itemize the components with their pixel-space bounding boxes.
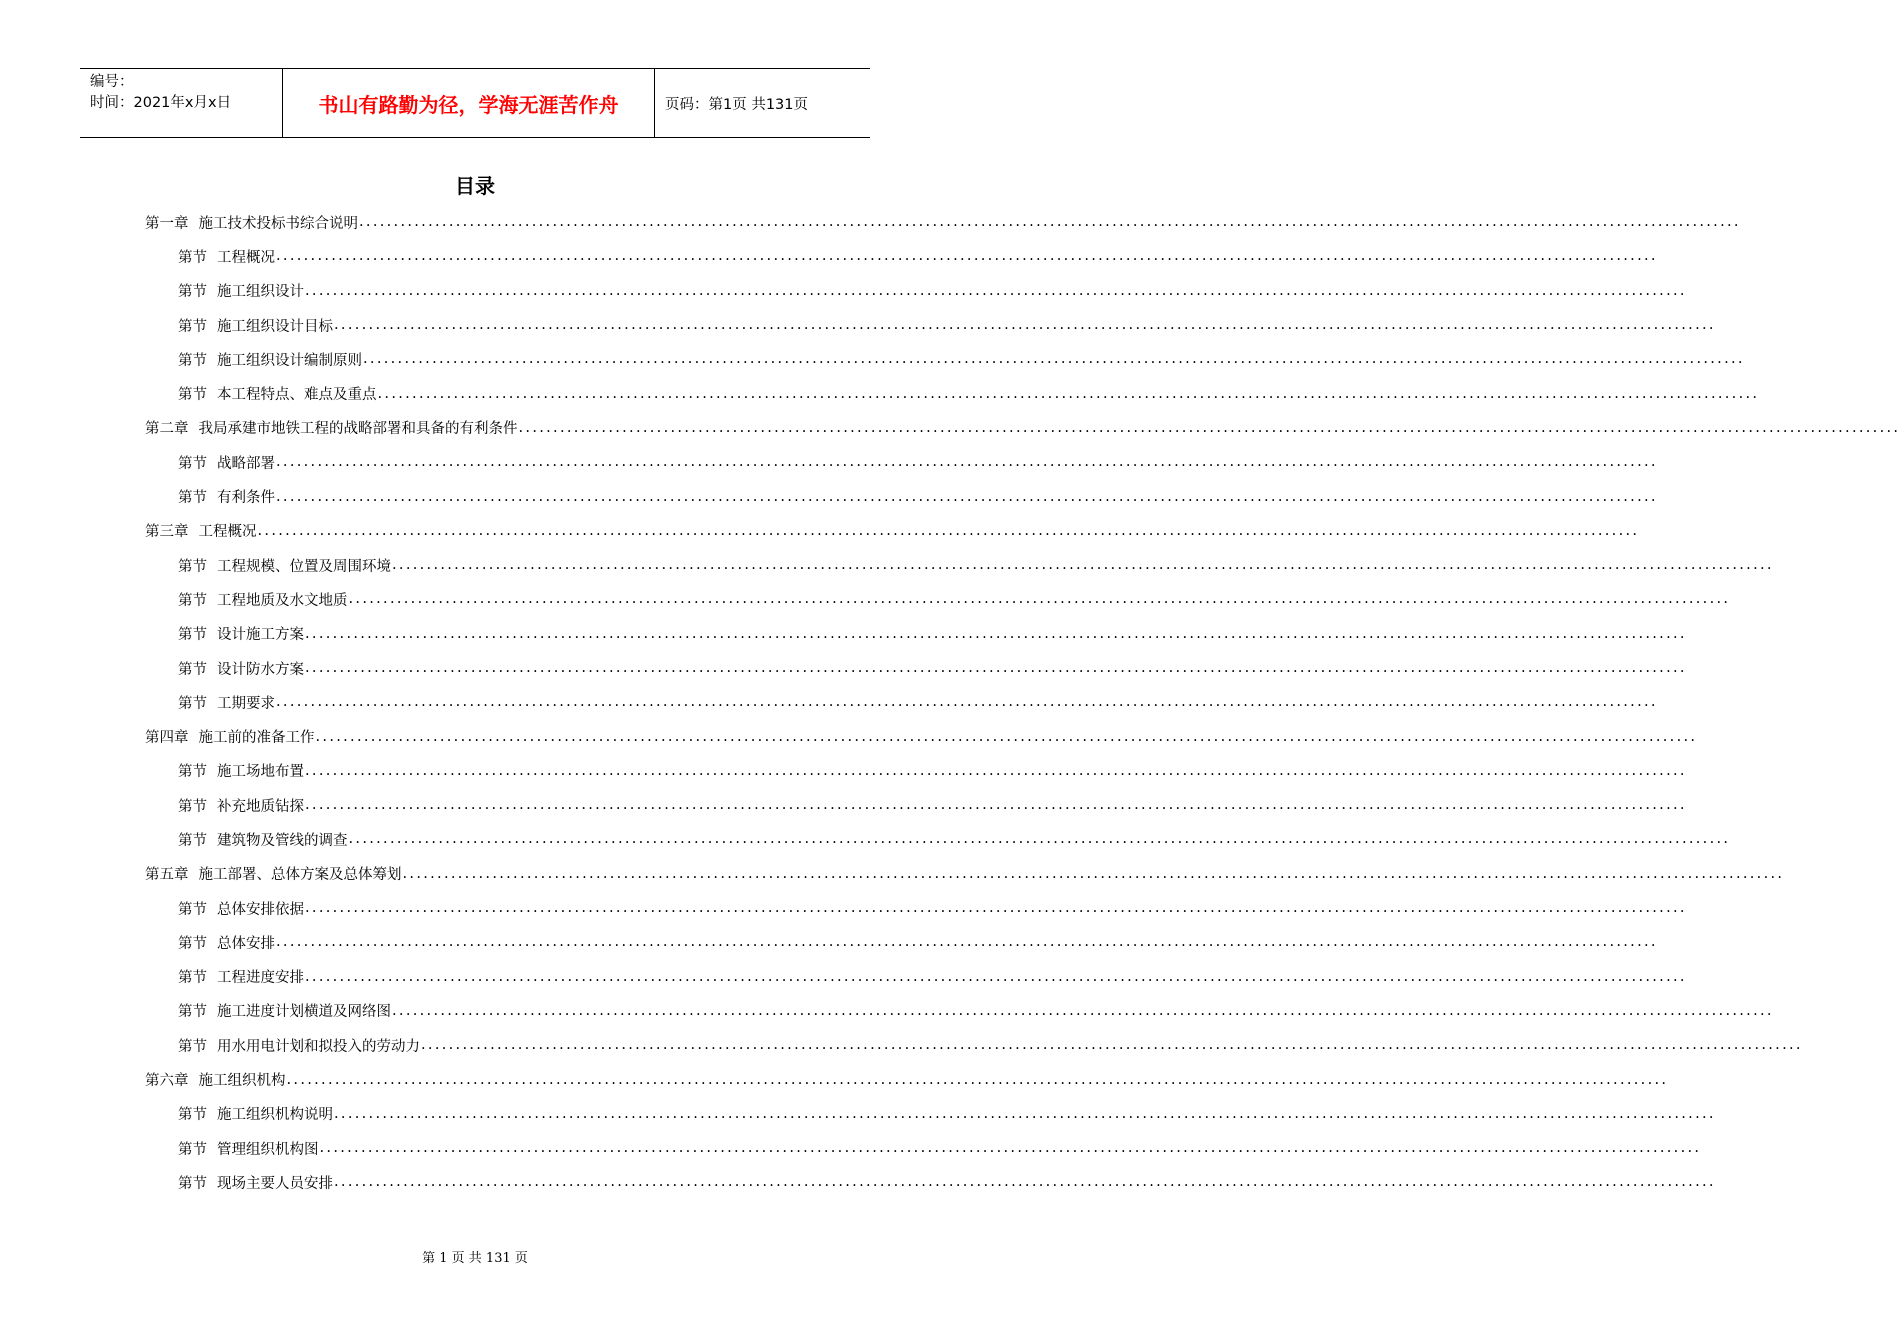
toc-dot-leader: ........................................................................................................................................................................................................ (334, 1174, 1716, 1191)
toc-section-entry[interactable] (145, 788, 1687, 822)
toc-chapter-entry[interactable] (145, 411, 1900, 445)
toc-dot-leader: ........................................................................................................................................................................................................ (305, 762, 1687, 779)
toc-section-entry[interactable] (145, 376, 1760, 410)
toc-dot-leader: ........................................................................................................................................................................................................ (334, 1105, 1716, 1122)
toc-dot-leader: ........................................................................................................................................................................................................ (305, 797, 1687, 814)
toc-entry-title: 现场主要人员安排 (217, 1175, 333, 1192)
toc-entry-title: 施工组织机构说明 (217, 1107, 333, 1124)
toc-dot-leader: ........................................................................................................................................................................................................ (363, 351, 1745, 368)
toc-chapter-entry[interactable] (145, 1062, 1669, 1096)
toc-entry-prefix: 第节 (178, 935, 207, 952)
toc-section-entry[interactable] (145, 308, 1716, 342)
toc-dot-leader: ........................................................................................................................................................................................................ (276, 454, 1658, 471)
toc-entry-prefix: 第节 (178, 695, 207, 712)
toc-section-entry[interactable] (145, 1097, 1716, 1131)
toc-entry-title: 工程概况 (217, 249, 275, 266)
toc-section-entry[interactable] (145, 994, 1774, 1028)
toc-entry-prefix: 第节 (178, 1107, 207, 1124)
toc-dot-leader: ........................................................................................................................................................................................................ (377, 385, 1760, 402)
toc-entry-title: 工程规模、位置及周围环境 (217, 558, 391, 575)
toc-dot-leader: ........................................................................................................................................................................................................ (305, 282, 1687, 299)
toc-dot-leader: ........................................................................................................................................................................................................ (359, 214, 1741, 231)
toc-entry-prefix: 第节 (178, 318, 207, 335)
toc-dot-leader: ........................................................................................................................................................................................................ (276, 488, 1658, 505)
toc-section-entry[interactable] (145, 342, 1745, 376)
toc-entry-title: 施工进度计划横道及网络图 (217, 1004, 391, 1021)
toc-entry-prefix: 第二章 (145, 421, 189, 438)
document-time-label: 时间：2021年x月x日 (90, 95, 232, 111)
header-motto: 书山有路勤为径，学海无涯苦作舟 (283, 69, 655, 137)
toc-section-entry[interactable] (145, 1165, 1716, 1199)
toc-entry-title: 设计防水方案 (217, 661, 304, 678)
toc-entry-prefix: 第一章 (145, 215, 189, 232)
toc-entry-title: 我局承建市地铁工程的战略部署和具备的有利条件 (198, 421, 518, 438)
toc-section-entry[interactable] (145, 479, 1658, 513)
toc-dot-leader: ........................................................................................................................................................................................................ (392, 1002, 1774, 1019)
toc-chapter-entry[interactable] (145, 719, 1698, 753)
toc-section-entry[interactable] (145, 445, 1658, 479)
toc-entry-prefix: 第节 (178, 901, 207, 918)
toc-chapter-entry[interactable] (145, 857, 1785, 891)
toc-dot-leader: ........................................................................................................................................................................................................ (421, 1037, 1803, 1054)
toc-dot-leader: ........................................................................................................................................................................................................ (518, 419, 1900, 436)
toc-entry-title: 施工部署、总体方案及总体筹划 (198, 867, 402, 884)
toc-entry-title: 战略部署 (217, 455, 275, 472)
toc-entry-title: 施工技术投标书综合说明 (198, 215, 358, 232)
toc-entry-title: 施工组织设计 (217, 284, 304, 301)
toc-entry-prefix: 第节 (178, 1141, 207, 1158)
toc-entry-prefix: 第节 (178, 558, 207, 575)
toc-entry-title: 本工程特点、难点及重点 (217, 387, 377, 404)
toc-dot-leader: ........................................................................................................................................................................................................ (402, 865, 1785, 882)
toc-entry-title: 工程概况 (198, 524, 257, 541)
toc-entry-prefix: 第节 (178, 1038, 207, 1055)
toc-entry-title: 工程地质及水文地质 (217, 592, 348, 609)
toc-entry-prefix: 第节 (178, 1004, 207, 1021)
toc-entry-title: 总体安排依据 (217, 901, 304, 918)
toc-section-entry[interactable] (145, 822, 1731, 856)
toc-section-entry[interactable] (145, 1131, 1702, 1165)
document-number-label: 编号： (90, 74, 134, 90)
toc-entry-prefix: 第节 (178, 1175, 207, 1192)
toc-entry-prefix: 第节 (178, 798, 207, 815)
toc-dot-leader: ........................................................................................................................................................................................................ (305, 968, 1687, 985)
toc-chapter-entry[interactable] (145, 205, 1741, 239)
toc-dot-leader: ........................................................................................................................................................................................................ (276, 934, 1658, 951)
toc-entry-title: 工期要求 (217, 695, 275, 712)
toc-dot-leader: ........................................................................................................................................................................................................ (305, 625, 1687, 642)
toc-dot-leader: ........................................................................................................................................................................................................ (286, 1071, 1669, 1088)
toc-entry-title: 施工场地布置 (217, 764, 304, 781)
toc-entry-prefix: 第节 (178, 970, 207, 987)
toc-section-entry[interactable] (145, 617, 1687, 651)
toc-dot-leader: ........................................................................................................................................................................................................ (305, 660, 1687, 676)
header-page-info: 页码：第1页 共131页 (665, 96, 809, 113)
header-meta-cell (80, 69, 283, 137)
toc-title: 目录 (455, 174, 495, 198)
toc-entry-title: 总体安排 (217, 935, 275, 952)
toc-entry-prefix: 第节 (178, 764, 207, 781)
toc-entry-title: 施工组织机构 (198, 1073, 286, 1090)
toc-entry-title: 建筑物及管线的调查 (217, 832, 348, 849)
toc-section-entry[interactable] (145, 925, 1658, 959)
toc-entry-title: 设计施工方案 (217, 627, 304, 644)
toc-entry-prefix: 第节 (178, 490, 207, 507)
toc-section-entry[interactable] (145, 685, 1658, 719)
toc-section-entry[interactable] (145, 891, 1687, 925)
toc-entry-prefix: 第节 (178, 661, 207, 678)
page-footer: 第 1 页 共 131 页 (422, 1251, 528, 1266)
document-header (80, 68, 870, 138)
toc-entry-title: 施工组织设计编制原则 (217, 352, 362, 369)
toc-entry-title: 用水用电计划和拟投入的劳动力 (217, 1038, 420, 1055)
toc-entry-prefix: 第节 (178, 455, 207, 472)
toc-dot-leader: ........................................................................................................................................................................................................ (305, 900, 1687, 917)
toc-section-entry[interactable] (145, 1028, 1803, 1062)
toc-dot-leader: ........................................................................................................................................................................................................ (276, 694, 1658, 711)
toc-section-entry[interactable] (145, 274, 1687, 308)
toc-dot-leader: ........................................................................................................................................................................................................ (257, 522, 1640, 539)
toc-entry-prefix: 第节 (178, 832, 207, 849)
toc-entry-prefix: 第节 (178, 592, 207, 609)
toc-entry-prefix: 第节 (178, 249, 207, 266)
toc-dot-leader: ........................................................................................................................................................................................................ (319, 1140, 1702, 1157)
toc-dot-leader: ........................................................................................................................................................................................................ (276, 248, 1658, 265)
toc-entry-prefix: 第节 (178, 352, 207, 369)
toc-entry-title: 施工组织设计目标 (217, 318, 333, 335)
toc-section-entry[interactable] (145, 239, 1658, 273)
toc-dot-leader: ........................................................................................................................................................................................................ (392, 557, 1774, 574)
toc-section-entry[interactable] (145, 960, 1687, 994)
toc-chapter-entry[interactable] (145, 514, 1640, 548)
toc-section-entry[interactable] (145, 548, 1774, 582)
toc-dot-leader: ........................................................................................................................................................................................................ (334, 317, 1716, 334)
toc-entry-title: 工程进度安排 (217, 970, 304, 987)
toc-dot-leader: ........................................................................................................................................................................................................ (315, 728, 1698, 745)
toc-entry-prefix: 第节 (178, 627, 207, 644)
toc-dot-leader: ........................................................................................................................................................................................................ (348, 591, 1731, 608)
toc-section-entry[interactable] (145, 754, 1687, 788)
toc-section-entry[interactable] (145, 582, 1731, 616)
toc-entry-title: 补充地质钻探 (217, 798, 304, 815)
toc-dot-leader: ........................................................................................................................................................................................................ (348, 831, 1731, 848)
toc-entry-prefix: 第三章 (145, 524, 189, 541)
toc-entry-title: 有利条件 (217, 490, 275, 507)
toc-entry-prefix: 第五章 (145, 867, 189, 884)
toc-entry-prefix: 第六章 (145, 1073, 189, 1090)
toc-entry-prefix: 第节 (178, 284, 207, 301)
toc-entry-prefix: 第四章 (145, 730, 189, 747)
table-of-contents (145, 205, 1900, 1200)
toc-entry-prefix: 第节 (178, 387, 207, 404)
toc-entry-title: 管理组织机构图 (217, 1141, 319, 1158)
toc-entry-title: 施工前的准备工作 (198, 730, 315, 747)
toc-section-entry[interactable] (145, 651, 1687, 685)
